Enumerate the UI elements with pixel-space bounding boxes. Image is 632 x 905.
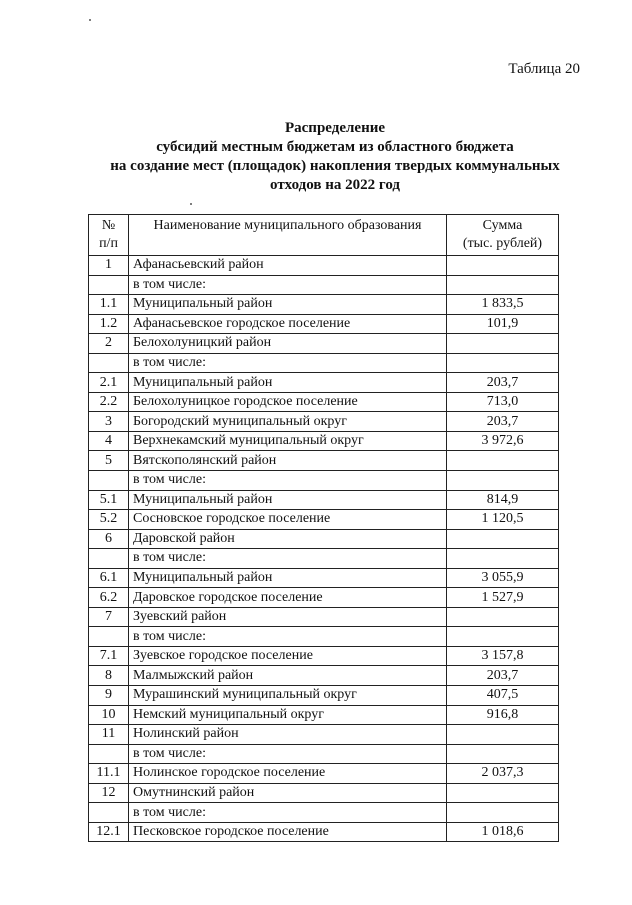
row-number: 2.2 xyxy=(89,392,129,412)
row-municipality: Зуевский район xyxy=(129,607,447,627)
row-municipality: Муниципальный район xyxy=(129,295,447,315)
row-number: 6.1 xyxy=(89,568,129,588)
title-line: отходов на 2022 год xyxy=(270,177,400,193)
row-sum xyxy=(447,334,559,354)
row-number xyxy=(89,627,129,647)
row-sum: 3 157,8 xyxy=(447,646,559,666)
row-sum xyxy=(447,471,559,491)
row-number: 2 xyxy=(89,334,129,354)
row-sum: 2 037,3 xyxy=(447,764,559,784)
table-row xyxy=(89,334,559,354)
subsidy-distribution-table xyxy=(88,214,559,842)
table-row xyxy=(89,314,559,334)
header-municipality: Наименование муниципального образования xyxy=(129,215,447,256)
row-municipality: в том числе: xyxy=(129,803,447,823)
row-number xyxy=(89,744,129,764)
row-sum xyxy=(447,607,559,627)
row-sum: 203,7 xyxy=(447,373,559,393)
row-number: 2.1 xyxy=(89,373,129,393)
row-number: 6.2 xyxy=(89,588,129,608)
row-municipality: Песковское городское поселение xyxy=(129,822,447,842)
table-row xyxy=(89,373,559,393)
table-row xyxy=(89,275,559,295)
table-row xyxy=(89,803,559,823)
row-municipality: Афанасьевское городское поселение xyxy=(129,314,447,334)
table-row xyxy=(89,295,559,315)
row-sum: 1 527,9 xyxy=(447,588,559,608)
row-municipality: Зуевское городское поселение xyxy=(129,646,447,666)
table-number-label: Таблица 20 xyxy=(508,61,580,77)
table-row xyxy=(89,353,559,373)
row-sum xyxy=(447,783,559,803)
table-row xyxy=(89,822,559,842)
row-municipality: Мурашинский муниципальный округ xyxy=(129,686,447,706)
title-line: на создание мест (площадок) накопления твердых коммунальных xyxy=(110,158,560,174)
row-sum: 713,0 xyxy=(447,392,559,412)
title-line: Распределение xyxy=(284,120,386,136)
title-line: субсидий местным бюджетам из областного бюджета xyxy=(156,139,514,155)
row-sum: 916,8 xyxy=(447,705,559,725)
row-sum: 1 120,5 xyxy=(447,510,559,530)
row-number: 6 xyxy=(89,529,129,549)
row-number: 5 xyxy=(89,451,129,471)
row-sum xyxy=(447,256,559,276)
row-sum xyxy=(447,725,559,745)
row-sum: 203,7 xyxy=(447,666,559,686)
table-row xyxy=(89,392,559,412)
row-number: 9 xyxy=(89,686,129,706)
row-number: 1.2 xyxy=(89,314,129,334)
table-row xyxy=(89,607,559,627)
table-row xyxy=(89,451,559,471)
row-number: 12 xyxy=(89,783,129,803)
row-municipality: Нолинское городское поселение xyxy=(129,764,447,784)
row-municipality: Белохолуницкий район xyxy=(129,334,447,354)
table-row xyxy=(89,646,559,666)
table-row xyxy=(89,783,559,803)
row-sum xyxy=(447,353,559,373)
row-number: 7.1 xyxy=(89,646,129,666)
row-sum: 1 018,6 xyxy=(447,822,559,842)
row-sum: 3 055,9 xyxy=(447,568,559,588)
row-sum: 3 972,6 xyxy=(447,431,559,451)
table-row xyxy=(89,764,559,784)
row-number: 1.1 xyxy=(89,295,129,315)
row-municipality: в том числе: xyxy=(129,549,447,569)
table-row xyxy=(89,471,559,491)
row-sum xyxy=(447,529,559,549)
table-row xyxy=(89,705,559,725)
row-municipality: Белохолуницкое городское поселение xyxy=(129,392,447,412)
table-row xyxy=(89,490,559,510)
row-number xyxy=(89,471,129,491)
row-municipality: Нолинский район xyxy=(129,725,447,745)
row-number: 10 xyxy=(89,705,129,725)
row-municipality: Вятскополянский район xyxy=(129,451,447,471)
row-sum xyxy=(447,744,559,764)
row-number xyxy=(89,803,129,823)
row-municipality: Даровское городское поселение xyxy=(129,588,447,608)
row-municipality: Муниципальный район xyxy=(129,373,447,393)
table-row xyxy=(89,744,559,764)
row-sum: 1 833,5 xyxy=(447,295,559,315)
row-municipality: Богородский муниципальный округ xyxy=(129,412,447,432)
scan-speck xyxy=(89,19,91,21)
row-sum: 814,9 xyxy=(447,490,559,510)
row-municipality: в том числе: xyxy=(129,471,447,491)
row-number xyxy=(89,275,129,295)
row-sum xyxy=(447,451,559,471)
header-number: № п/п xyxy=(89,215,129,256)
row-number: 4 xyxy=(89,431,129,451)
row-municipality: Немский муниципальный округ xyxy=(129,705,447,725)
table-row xyxy=(89,725,559,745)
table-row xyxy=(89,412,559,432)
row-number: 7 xyxy=(89,607,129,627)
table-body xyxy=(89,256,559,842)
table-row xyxy=(89,588,559,608)
row-sum xyxy=(447,803,559,823)
row-municipality: Малмыжский район xyxy=(129,666,447,686)
row-number: 12.1 xyxy=(89,822,129,842)
row-number: 11 xyxy=(89,725,129,745)
row-municipality: Муниципальный район xyxy=(129,568,447,588)
table-row xyxy=(89,666,559,686)
table-row xyxy=(89,256,559,276)
header-sum: Сумма (тыс. рублей) xyxy=(447,215,559,256)
row-sum xyxy=(447,549,559,569)
row-number: 3 xyxy=(89,412,129,432)
row-municipality: Верхнекамский муниципальный округ xyxy=(129,431,447,451)
scan-speck xyxy=(190,203,192,205)
row-number: 11.1 xyxy=(89,764,129,784)
table-header-row xyxy=(89,215,559,256)
row-sum xyxy=(447,275,559,295)
row-municipality: в том числе: xyxy=(129,627,447,647)
document-title xyxy=(80,119,590,195)
table-row xyxy=(89,627,559,647)
row-municipality: Муниципальный район xyxy=(129,490,447,510)
table-row xyxy=(89,529,559,549)
row-municipality: Сосновское городское поселение xyxy=(129,510,447,530)
table-row xyxy=(89,549,559,569)
row-number: 1 xyxy=(89,256,129,276)
table-row xyxy=(89,686,559,706)
row-number: 8 xyxy=(89,666,129,686)
row-sum: 407,5 xyxy=(447,686,559,706)
row-sum: 101,9 xyxy=(447,314,559,334)
row-sum xyxy=(447,627,559,647)
table-row xyxy=(89,510,559,530)
table-row xyxy=(89,431,559,451)
row-sum: 203,7 xyxy=(447,412,559,432)
table-row xyxy=(89,568,559,588)
row-municipality: в том числе: xyxy=(129,275,447,295)
row-municipality: в том числе: xyxy=(129,744,447,764)
row-municipality: Даровской район xyxy=(129,529,447,549)
row-number xyxy=(89,549,129,569)
row-municipality: Афанасьевский район xyxy=(129,256,447,276)
row-number: 5.2 xyxy=(89,510,129,530)
row-number: 5.1 xyxy=(89,490,129,510)
row-number xyxy=(89,353,129,373)
row-municipality: Омутнинский район xyxy=(129,783,447,803)
row-municipality: в том числе: xyxy=(129,353,447,373)
